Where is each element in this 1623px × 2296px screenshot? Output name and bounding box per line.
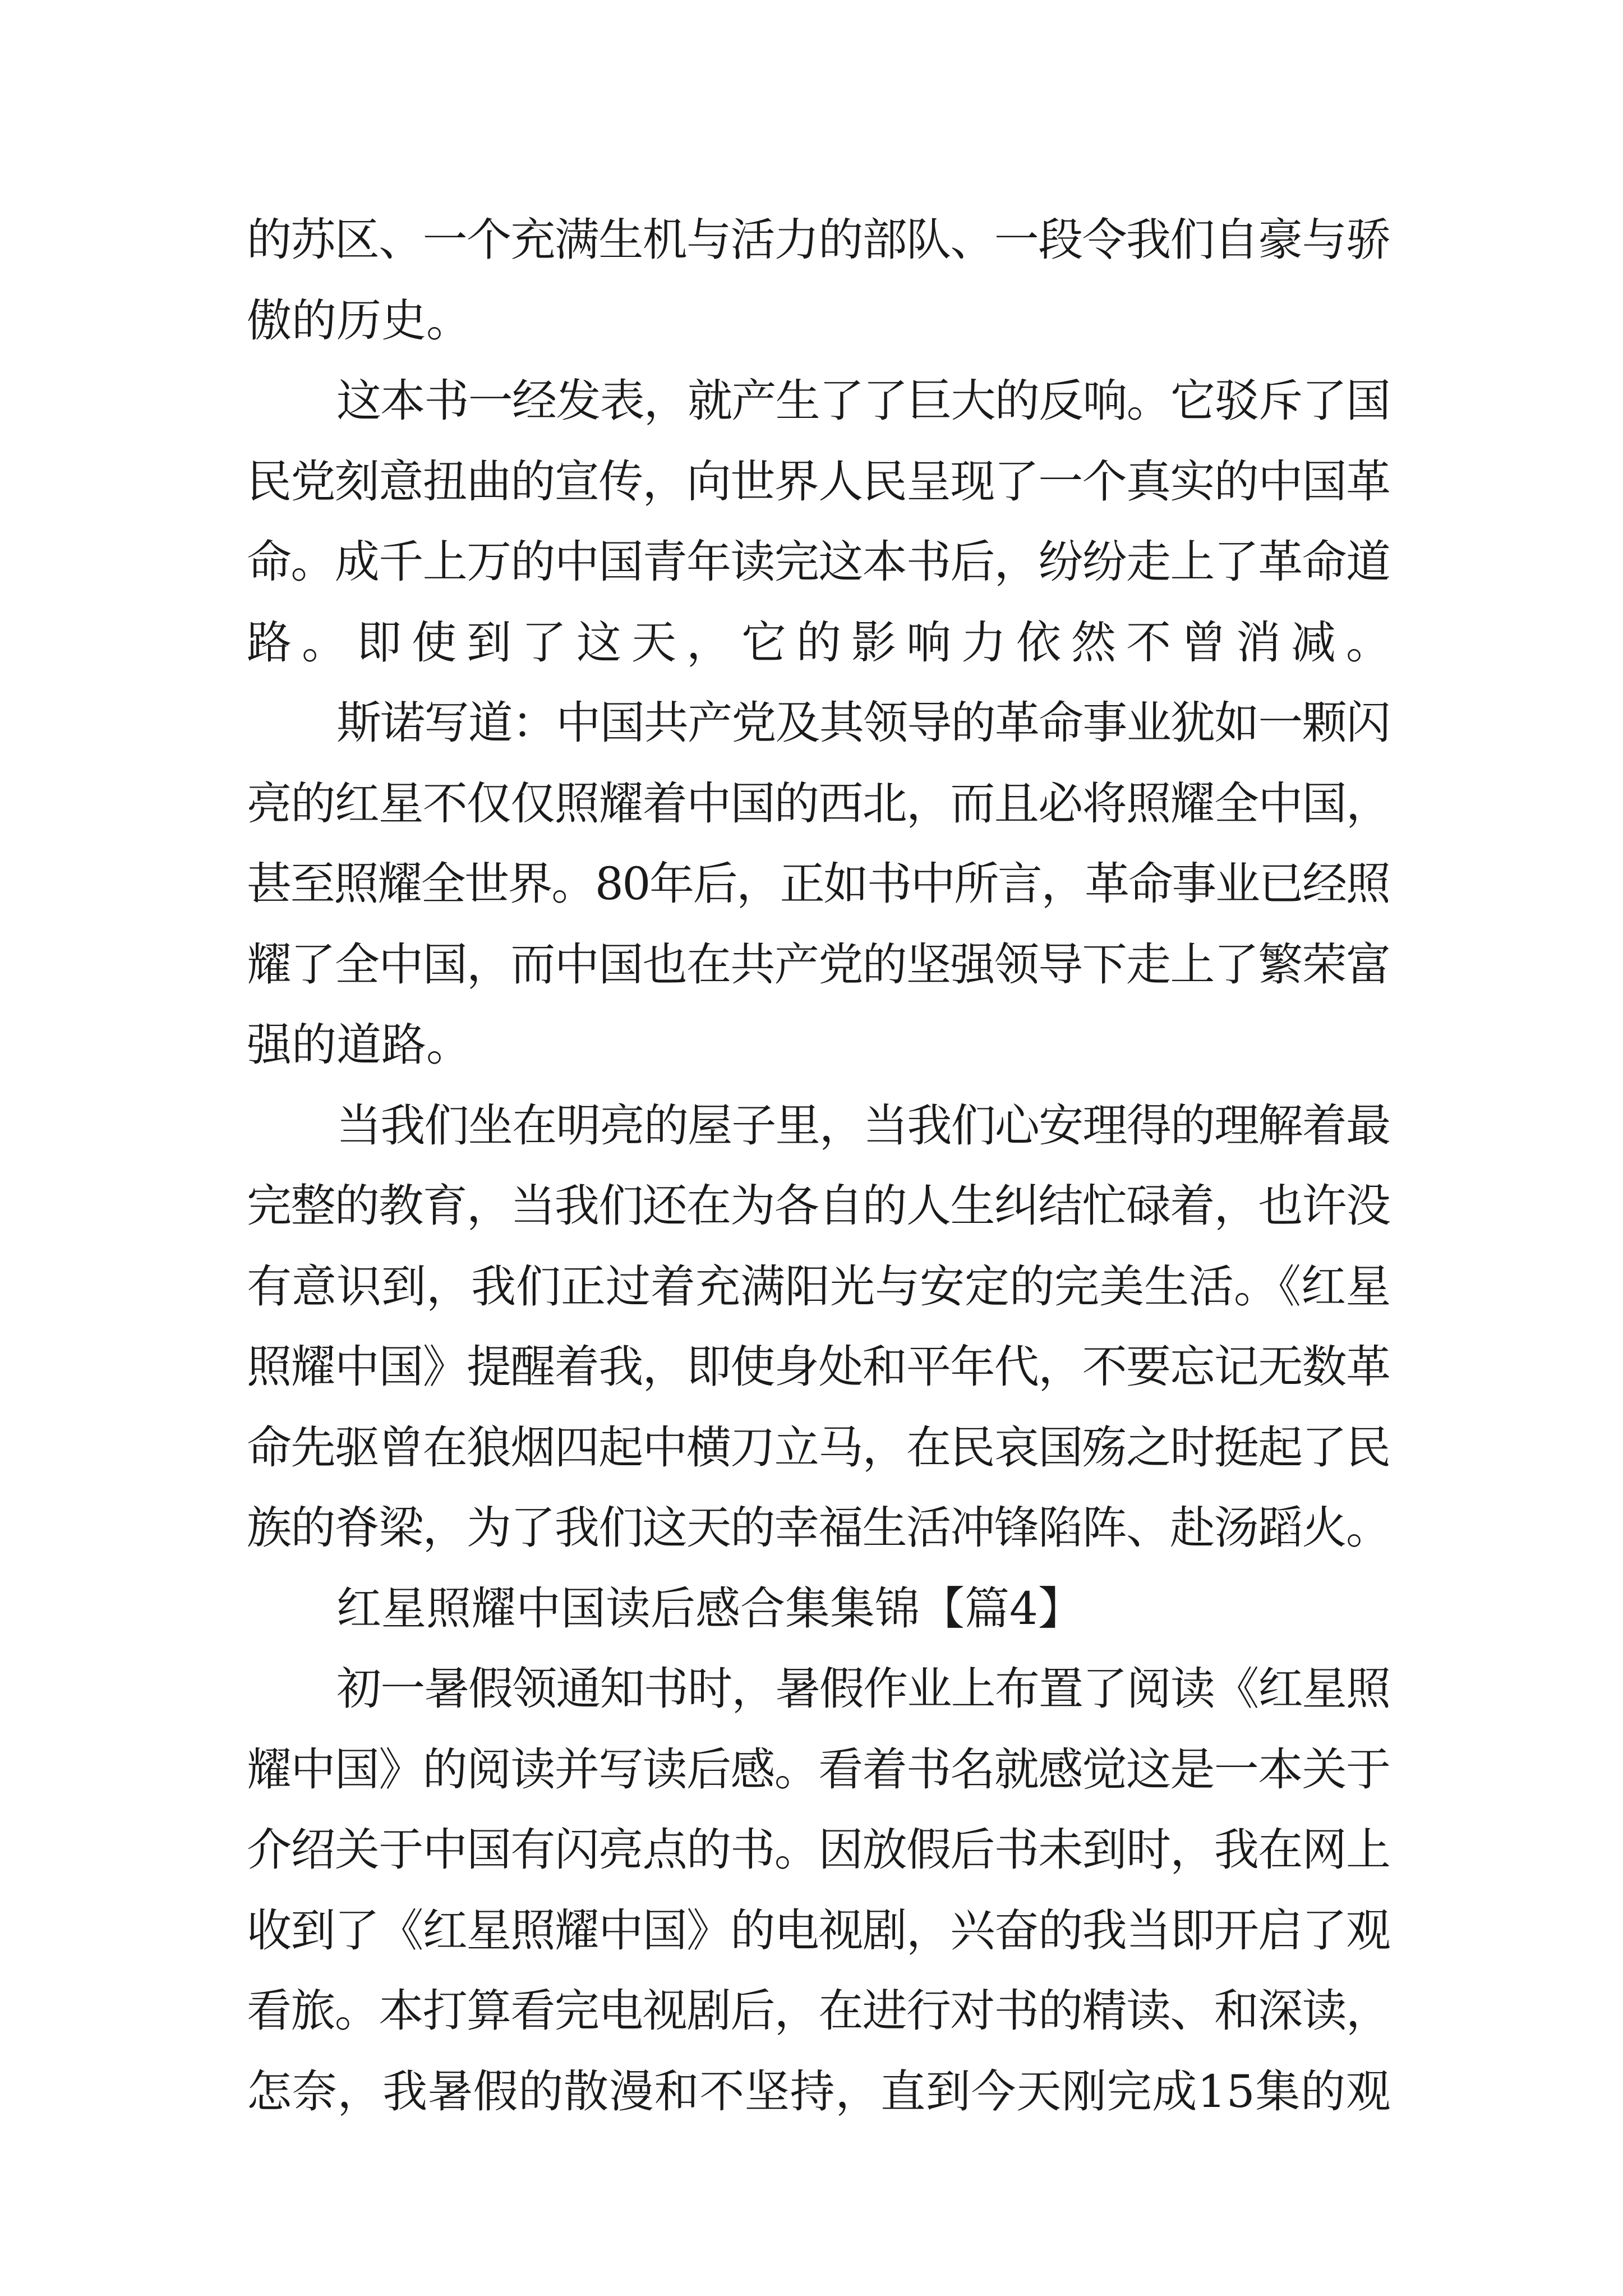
text-line: 红星照耀中国读后感合集集锦【篇4】	[336, 1582, 1083, 1635]
text-line: 当我们坐在明亮的屋子里，当我们心安理得的理解着最	[336, 1099, 1390, 1152]
text-line: 强的道路。	[247, 1019, 471, 1071]
text-line: 路。即使到了这天，它的影响力依然不曾消减。	[247, 616, 1401, 669]
text-line: 耀中国》的阅读并写读后感。看着书名就感觉这是一本关于	[247, 1743, 1390, 1796]
text-line: 亮的红星不仅仅照耀着中国的西北，而且必将照耀全中国，	[247, 777, 1390, 830]
text-line: 斯诺写道：中国共产党及其领导的革命事业犹如一颗闪	[336, 697, 1390, 749]
text-line: 甚至照耀全世界。80年后，正如书中所言，革命事业已经照	[247, 858, 1390, 910]
text-line: 怎奈，我暑假的散漫和不坚持，直到今天刚完成15集的观	[247, 2065, 1391, 2118]
text-line: 傲的历史。	[247, 294, 471, 347]
text-line: 照耀中国》提醒着我，即使身处和平年代，不要忘记无数革	[247, 1341, 1390, 1393]
text-line: 介绍关于中国有闪亮点的书。因放假后书未到时，我在网上	[247, 1824, 1390, 1876]
text-line: 民党刻意扭曲的宣传，向世界人民呈现了一个真实的中国革	[247, 455, 1390, 508]
text-line: 命先驱曾在狼烟四起中横刀立马，在民哀国殇之时挺起了民	[247, 1421, 1390, 1474]
text-line: 耀了全中国，而中国也在共产党的坚强领导下走上了繁荣富	[247, 938, 1390, 991]
text-line: 族的脊梁，为了我们这天的幸福生活冲锋陷阵、赴汤蹈火。	[247, 1502, 1390, 1554]
text-line: 的苏区、一个充满生机与活力的部队、一段令我们自豪与骄	[247, 214, 1390, 266]
text-line: 这本书一经发表，就产生了了巨大的反响。它驳斥了国	[336, 375, 1390, 427]
text-line: 看旅。本打算看完电视剧后，在进行对书的精读、和深读，	[247, 1985, 1390, 2037]
text-line: 初一暑假领通知书时，暑假作业上布置了阅读《红星照	[336, 1663, 1390, 1715]
text-line: 完整的教育，当我们还在为各自的人生纠结忙碌着，也许没	[247, 1180, 1390, 1232]
text-line: 收到了《红星照耀中国》的电视剧，兴奋的我当即开启了观	[247, 1904, 1390, 1957]
text-line: 命。成千上万的中国青年读完这本书后，纷纷走上了革命道	[247, 536, 1390, 588]
text-line: 有意识到，我们正过着充满阳光与安定的完美生活。《红星	[247, 1260, 1391, 1313]
